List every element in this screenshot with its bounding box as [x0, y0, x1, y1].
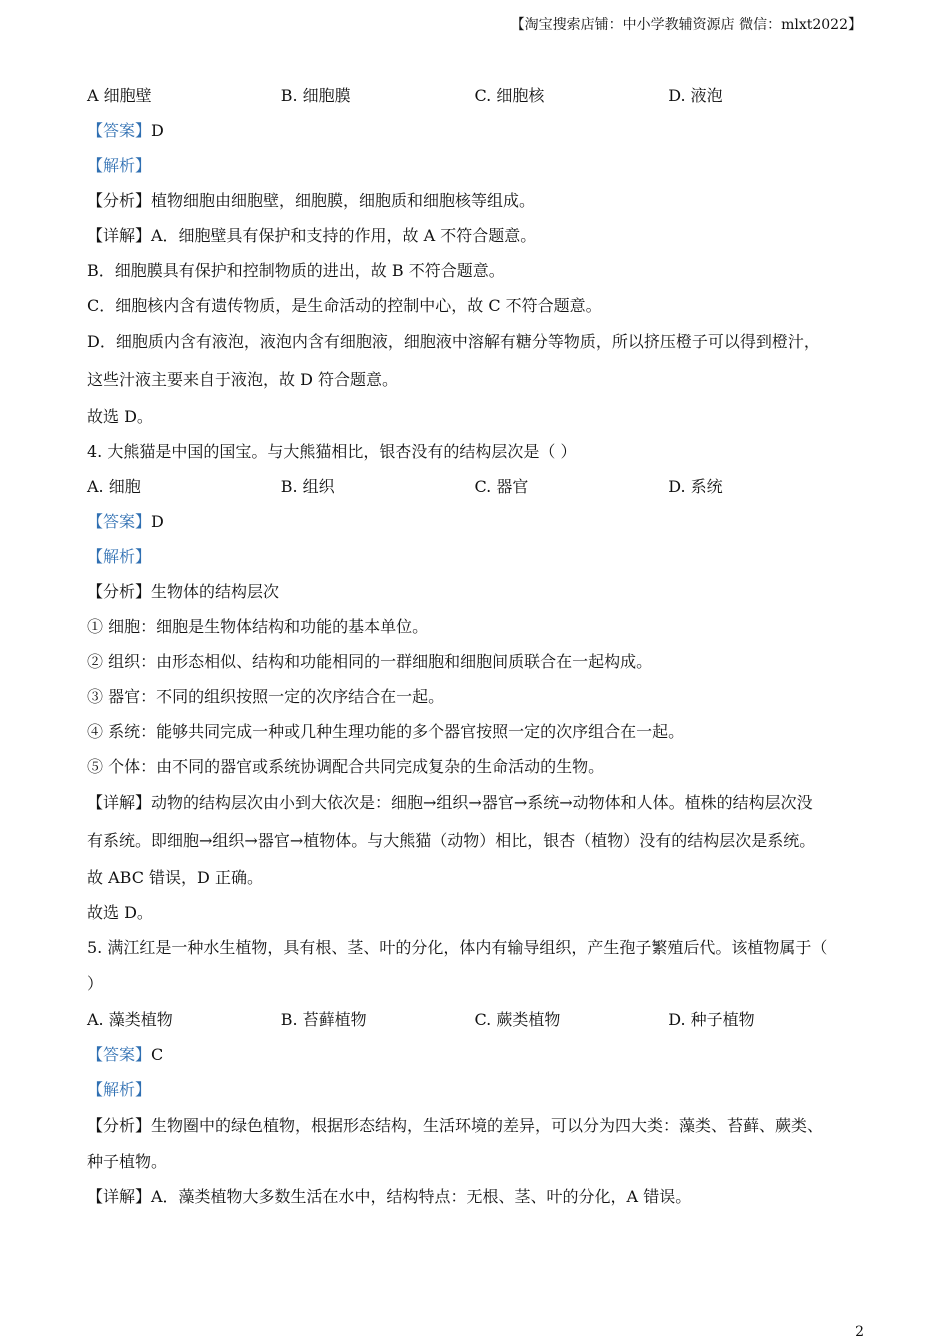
q5-xiangjie: 【详解】A．藻类植物大多数生活在水中，结构特点：无根、茎、叶的分化，A 错误。 [87, 1187, 692, 1206]
q4-options [87, 469, 862, 504]
q5-options [87, 1002, 862, 1037]
q4-option-d: D. 系统 [668, 477, 723, 496]
q4-fenxi-line: ③ 器官：不同的组织按照一定的次序结合在一起。 [87, 687, 445, 706]
q5-answer: 【答案】C [87, 1045, 164, 1064]
q3-option-b: B. 细胞膜 [280, 86, 351, 105]
q4-answer: 【答案】D [87, 512, 164, 531]
q3-conclusion: 故选 D。 [87, 407, 153, 426]
page-number: 2 [855, 1324, 864, 1340]
q3-xiangjie-line: C．细胞核内含有遗传物质，是生命活动的控制中心，故 C 不符合题意。 [87, 296, 602, 315]
q3-xiangjie-line: D．细胞质内含有液泡，液泡内含有细胞液，细胞液中溶解有糖分等物质，所以挤压橙子可以得到橙汁， [87, 332, 820, 351]
q4-conclusion: 故选 D。 [87, 903, 153, 922]
q5-option-b: B. 苔藓植物 [280, 1010, 367, 1029]
q4-option-a: A. 细胞 [87, 477, 141, 496]
q3-analysis-tag: 【解析】 [87, 156, 152, 175]
q5-stem-line: 5. 满江红是一种水生植物，具有根、茎、叶的分化，体内有输导组织，产生孢子繁殖后代。该植物属于（ [87, 938, 828, 957]
page-header: 【淘宝搜索店铺：中小学教辅资源店 微信：mlxt2022】 [510, 17, 862, 33]
q4-xiangjie-line: 有系统。即细胞→组织→器官→植物体。与大熊猫（动物）相比，银杏（植物）没有的结构层次是系统。 [87, 831, 816, 850]
q5-analysis-tag: 【解析】 [87, 1080, 152, 1099]
q4-stem: 4. 大熊猫是中国的国宝。与大熊猫相比，银杏没有的结构层次是（ ） [87, 442, 577, 461]
q4-analysis-tag: 【解析】 [87, 547, 152, 566]
q4-fenxi-line: ⑤ 个体：由不同的器官或系统协调配合共同完成复杂的生命活动的生物。 [87, 757, 605, 776]
q4-fenxi-line: ② 组织：由形态相似、结构和功能相同的一群细胞和细胞间质联合在一起构成。 [87, 652, 653, 671]
q3-option-d: D. 液泡 [668, 86, 723, 105]
q3-option-a: A 细胞壁 [87, 86, 152, 105]
q5-option-d: D. 种子植物 [668, 1010, 755, 1029]
q5-option-a: A. 藻类植物 [87, 1010, 173, 1029]
q4-fenxi-line: 【分析】生物体的结构层次 [87, 582, 280, 601]
q3-xiangjie-line: B．细胞膜具有保护和控制物质的进出，故 B 不符合题意。 [87, 261, 505, 280]
q4-fenxi-line: ④ 系统：能够共同完成一种或几种生理功能的多个器官按照一定的次序组合在一起。 [87, 722, 685, 741]
q3-answer: 【答案】D [87, 121, 164, 140]
q5-option-c: C. 蕨类植物 [474, 1010, 561, 1029]
q3-xiangjie-line: 【详解】A．细胞壁具有保护和支持的作用，故 A 不符合题意。 [87, 226, 537, 245]
q3-option-c: C. 细胞核 [474, 86, 545, 105]
q4-fenxi-line: ① 细胞：细胞是生物体结构和功能的基本单位。 [87, 617, 429, 636]
q4-option-b: B. 组织 [280, 477, 335, 496]
q5-fenxi-line: 种子植物。 [87, 1152, 168, 1171]
q4-option-c: C. 器官 [474, 477, 529, 496]
q5-fenxi-line: 【分析】生物圈中的绿色植物，根据形态结构，生活环境的差异，可以分为四大类：藻类、苔藓、蕨类、 [87, 1116, 824, 1135]
q3-options [87, 78, 862, 113]
q5-stem-line: ） [87, 974, 104, 993]
q4-xiangjie-line: 故 ABC 错误，D 正确。 [87, 868, 263, 887]
q4-xiangjie-line: 【详解】动物的结构层次由小到大依次是：细胞→组织→器官→系统→动物体和人体。植株的结构层次没 [87, 793, 813, 812]
q3-xiangjie-line: 这些汁液主要来自于液泡，故 D 符合题意。 [87, 370, 399, 389]
q3-fenxi: 【分析】植物细胞由细胞壁，细胞膜，细胞质和细胞核等组成。 [87, 191, 536, 210]
document-body [87, 78, 862, 1214]
